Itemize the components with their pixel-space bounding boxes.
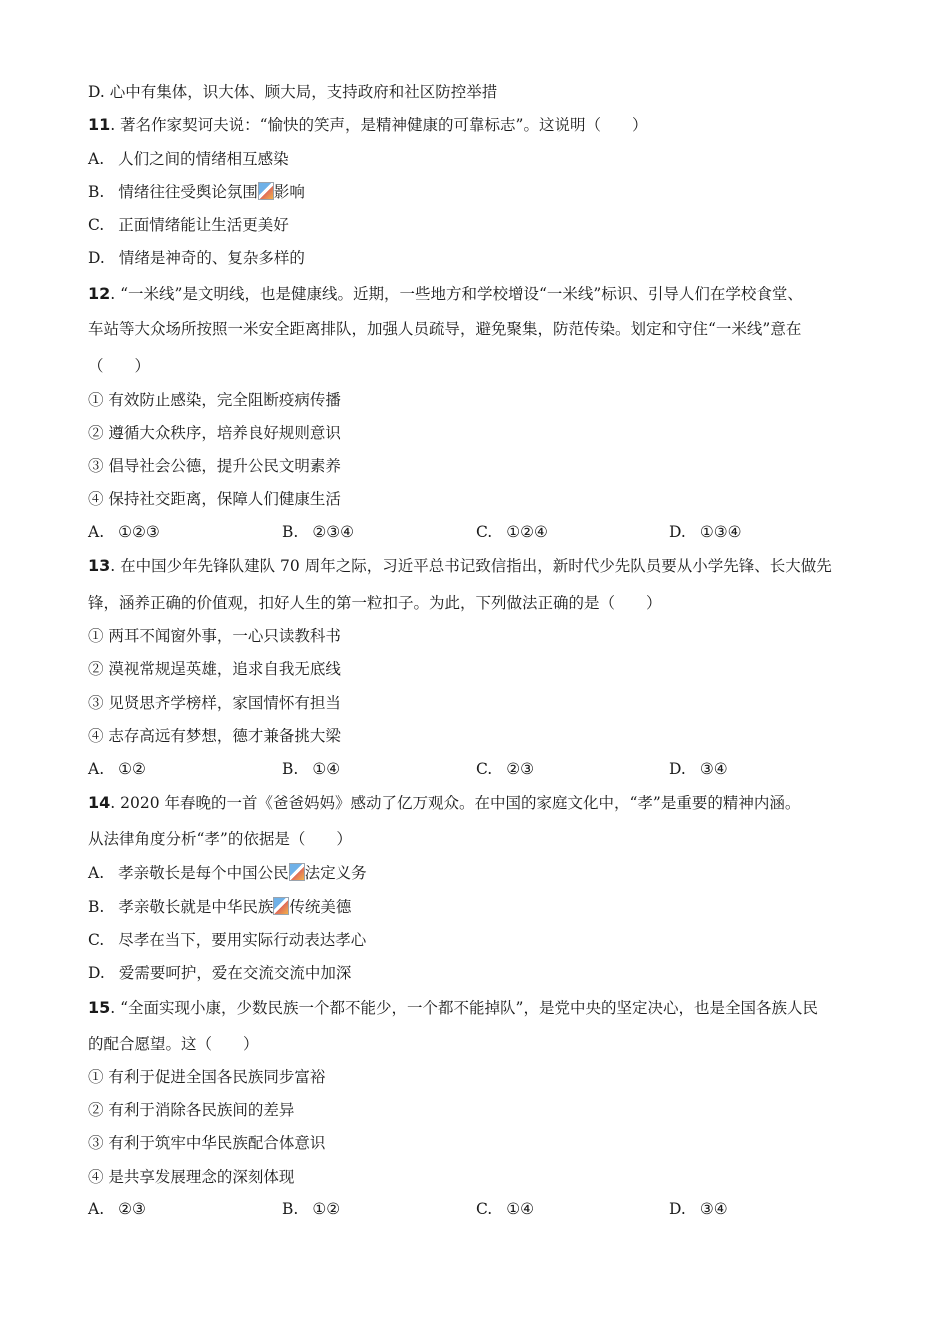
q11-option-d: D. 情绪是神奇的、复杂多样的 [88, 249, 305, 267]
q15-option-c: C. ①④ [476, 1200, 535, 1218]
question-15-line-2: 的配合愿望。这（ ） [88, 1035, 259, 1053]
q14-option-a: A. 孝亲敬长是每个中国公民 法定义务 [88, 864, 367, 882]
question-14 [88, 793, 890, 813]
q15-option-b: B. ①② [282, 1200, 341, 1218]
q12-statement-3: ③ 倡导社会公德，提升公民文明素养 [88, 457, 341, 475]
question-stem: . 2020 年春晚的一首《爸爸妈妈》感动了亿万观众。在中国的家庭文化中，“孝”是重要的精神内涵。 [110, 794, 801, 812]
question-11 [88, 115, 890, 135]
q13-statement-3: ③ 见贤思齐学榜样，家国情怀有担当 [88, 694, 341, 712]
question-12-line-2: 车站等大众场所按照一米安全距离排队，加强人员疏导，避免聚集，防范传染。划定和守住“一米线”意在 [88, 320, 802, 338]
question-stem: . 著名作家契诃夫说：“愉快的笑声，是精神健康的可靠标志”。这说明（ ） [110, 116, 648, 134]
q12-statement-1: ① 有效防止感染，完全阻断疫病传播 [88, 391, 341, 409]
q12-option-d: D. ①③④ [669, 523, 742, 541]
q12-statement-2: ② 遵循大众秩序，培养良好规则意识 [88, 424, 341, 442]
question-stem: . 在中国少年先锋队建队 70 周年之际，习近平总书记致信指出，新时代少先队员要从小学先锋、长大做先 [110, 557, 832, 575]
q13-option-b: B. ①④ [282, 760, 341, 778]
broken-image-icon [289, 863, 305, 881]
q13-option-d: D. ③④ [669, 760, 728, 778]
question-12-line-3: （ ） [88, 357, 151, 375]
q12-statement-4: ④ 保持社交距离，保障人们健康生活 [88, 490, 341, 508]
question-number: 14 [88, 793, 111, 812]
q12-option-c: C. ①②④ [476, 523, 548, 541]
question-12 [88, 284, 890, 304]
q11-option-a: A. 人们之间的情绪相互感染 [88, 150, 289, 168]
q15-options [88, 1200, 888, 1220]
question-stem: . “全面实现小康，少数民族一个都不能少，一个都不能掉队”，是党中央的坚定决心，也是全国各族人民 [110, 999, 818, 1017]
q15-statement-3: ③ 有利于筑牢中华民族配合体意识 [88, 1134, 326, 1152]
q10-option-d: D. 心中有集体，识大体、顾大局，支持政府和社区防控举措 [88, 83, 498, 101]
broken-image-icon [273, 897, 289, 915]
question-13-line-2: 锋，涵养正确的价值观，扣好人生的第一粒扣子。为此，下列做法正确的是（ ） [88, 594, 662, 612]
q11-option-b: B. 情绪往往受舆论氛围 影响 [88, 183, 305, 201]
q13-statement-2: ② 漠视常规逞英雄，追求自我无底线 [88, 660, 341, 678]
broken-image-icon [258, 182, 274, 200]
question-15 [88, 998, 890, 1018]
question-13 [88, 556, 890, 576]
question-number: 15 [88, 998, 111, 1017]
q14-option-c: C. 尽孝在当下，要用实际行动表达孝心 [88, 931, 367, 949]
question-number: 13 [88, 556, 111, 575]
q12-option-b: B. ②③④ [282, 523, 355, 541]
q15-statement-2: ② 有利于消除各民族间的差异 [88, 1101, 295, 1119]
q13-statement-1: ① 两耳不闻窗外事，一心只读教科书 [88, 627, 341, 645]
q13-options [88, 760, 888, 780]
q15-statement-4: ④ 是共享发展理念的深刻体现 [88, 1168, 295, 1186]
q14-option-d: D. 爱需要呵护，爱在交流交流中加深 [88, 964, 352, 982]
q15-option-d: D. ③④ [669, 1200, 728, 1218]
question-stem: . “一米线”是文明线，也是健康线。近期，一些地方和学校增设“一米线”标识、引导人们在学校食堂、 [110, 285, 803, 303]
question-number: 12 [88, 284, 111, 303]
q11-option-c: C. 正面情绪能让生活更美好 [88, 216, 289, 234]
q13-option-c: C. ②③ [476, 760, 535, 778]
q12-options [88, 523, 888, 543]
q13-statement-4: ④ 志存高远有梦想，德才兼备挑大梁 [88, 727, 341, 745]
q15-statement-1: ① 有利于促进全国各民族同步富裕 [88, 1068, 326, 1086]
q12-option-a: A. ①②③ [88, 523, 160, 541]
q15-option-a: A. ②③ [88, 1200, 146, 1218]
question-14-line-2: 从法律角度分析“孝”的依据是（ ） [88, 830, 352, 848]
question-number: 11 [88, 115, 111, 134]
q13-option-a: A. ①② [88, 760, 146, 778]
q14-option-b: B. 孝亲敬长就是中华民族 传统美德 [88, 898, 352, 916]
